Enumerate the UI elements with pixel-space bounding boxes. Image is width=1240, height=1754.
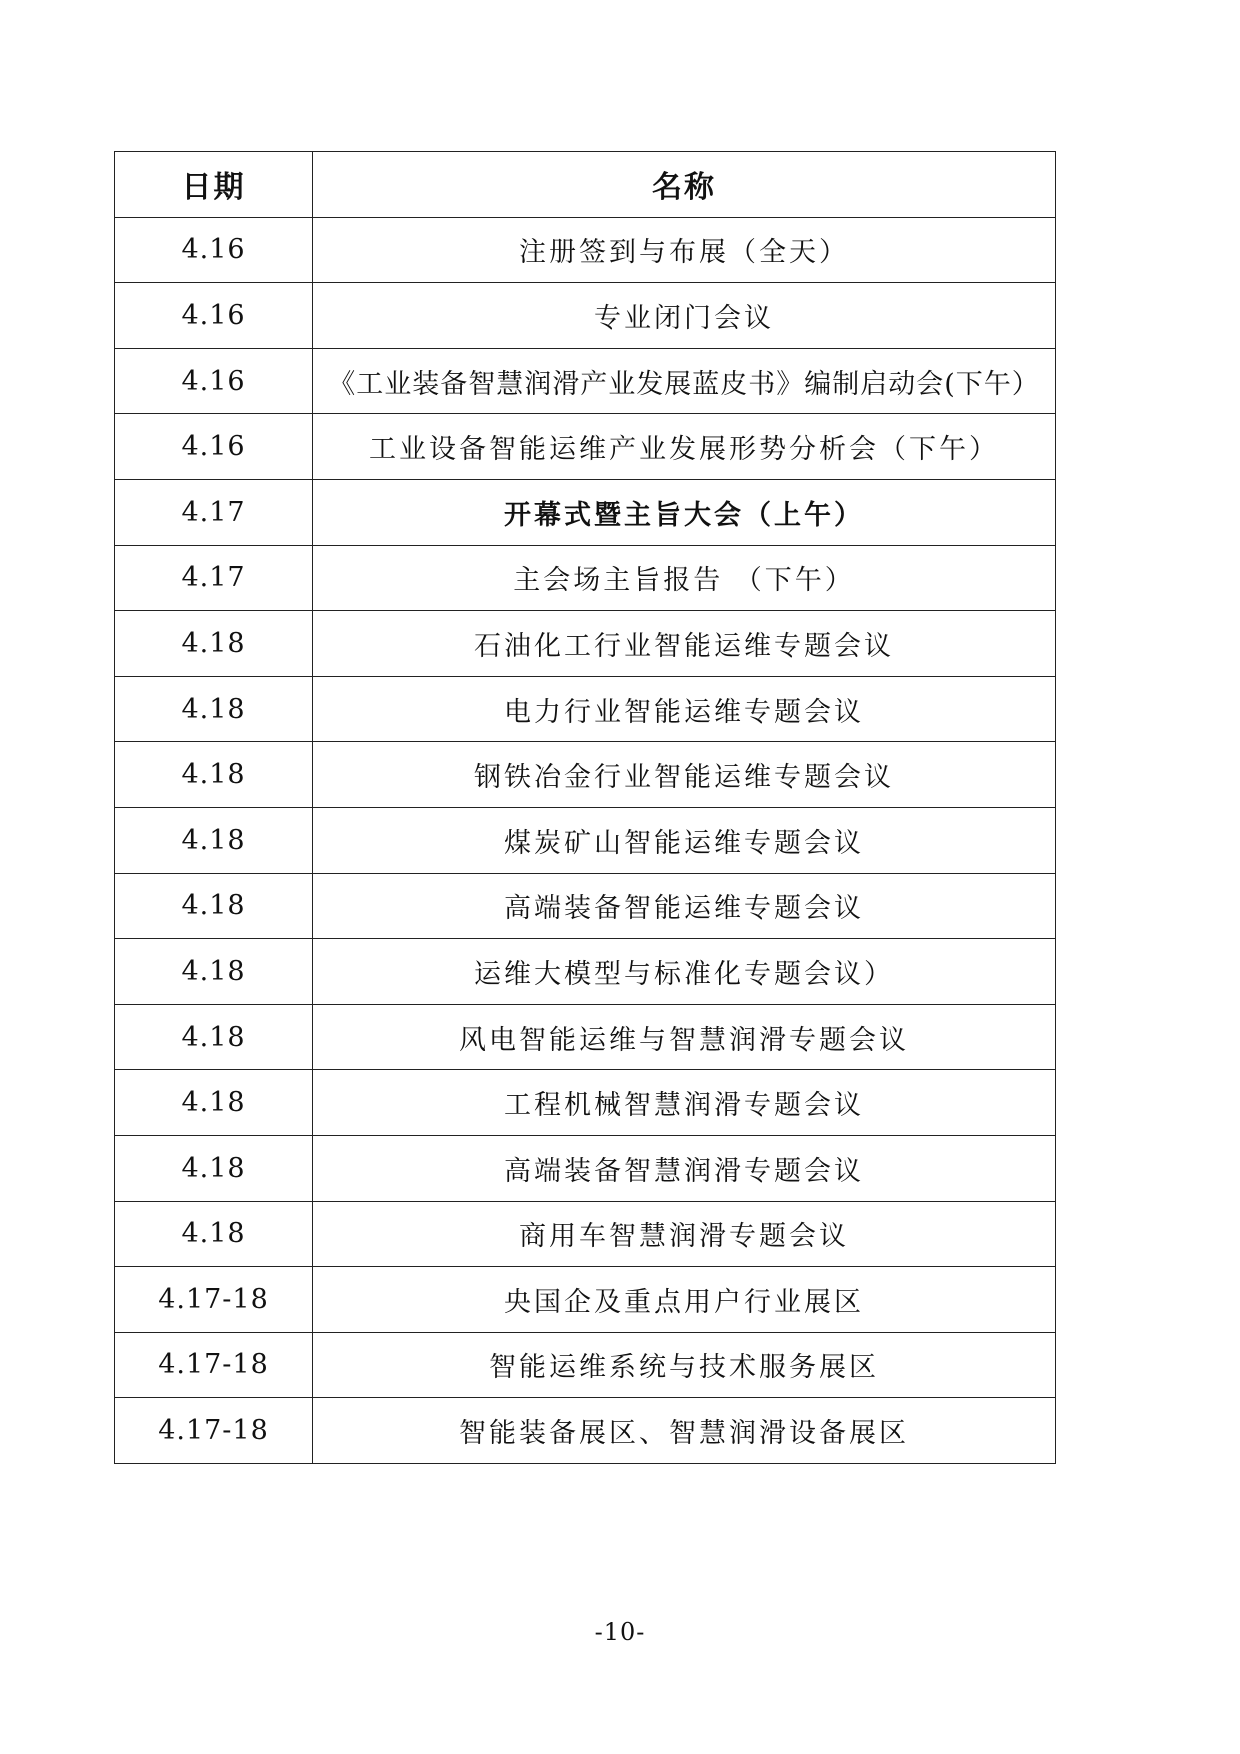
table-row: [115, 939, 1056, 1005]
date-cell: 4.18: [115, 1070, 313, 1136]
date-cell: 4.17-18: [115, 1332, 313, 1398]
date-cell: 4.18: [115, 807, 313, 873]
column-header-name: 名称: [313, 152, 1056, 218]
name-cell: 工程机械智慧润滑专题会议: [313, 1070, 1056, 1136]
schedule-table: [114, 151, 1056, 1464]
date-cell: 4.18: [115, 742, 313, 808]
date-cell: 4.18: [115, 1201, 313, 1267]
table-row: [115, 414, 1056, 480]
name-cell: 注册签到与布展（全天）: [313, 217, 1056, 283]
table-header-row: [115, 152, 1056, 218]
table-row: [115, 1398, 1056, 1464]
name-cell: 电力行业智能运维专题会议: [313, 676, 1056, 742]
name-cell: 高端装备智能运维专题会议: [313, 873, 1056, 939]
table-row: [115, 611, 1056, 677]
table-row: [115, 479, 1056, 545]
date-cell: 4.18: [115, 1135, 313, 1201]
date-cell: 4.18: [115, 676, 313, 742]
table-row: [115, 283, 1056, 349]
date-cell: 4.16: [115, 348, 313, 414]
date-cell: 4.17-18: [115, 1398, 313, 1464]
name-cell: 煤炭矿山智能运维专题会议: [313, 807, 1056, 873]
name-cell: 钢铁冶金行业智能运维专题会议: [313, 742, 1056, 808]
name-cell: 风电智能运维与智慧润滑专题会议: [313, 1004, 1056, 1070]
name-cell: 智能装备展区、智慧润滑设备展区: [313, 1398, 1056, 1464]
table-row: [115, 742, 1056, 808]
date-cell: 4.18: [115, 1004, 313, 1070]
table-row: [115, 1004, 1056, 1070]
name-cell: 石油化工行业智能运维专题会议: [313, 611, 1056, 677]
date-cell: 4.16: [115, 414, 313, 480]
name-cell: 工业设备智能运维产业发展形势分析会（下午）: [313, 414, 1056, 480]
name-cell: 央国企及重点用户行业展区: [313, 1267, 1056, 1333]
name-cell: 开幕式暨主旨大会（上午）: [313, 479, 1056, 545]
date-cell: 4.17: [115, 479, 313, 545]
date-cell: 4.17: [115, 545, 313, 611]
name-cell: 运维大模型与标准化专题会议）: [313, 939, 1056, 1005]
date-cell: 4.17-18: [115, 1267, 313, 1333]
table-row: [115, 1135, 1056, 1201]
column-header-date: 日期: [115, 152, 313, 218]
name-cell: 专业闭门会议: [313, 283, 1056, 349]
table-row: [115, 1070, 1056, 1136]
name-cell: 智能运维系统与技术服务展区: [313, 1332, 1056, 1398]
date-cell: 4.18: [115, 873, 313, 939]
table-body: [115, 217, 1056, 1463]
table-row: [115, 1332, 1056, 1398]
date-cell: 4.18: [115, 939, 313, 1005]
date-cell: 4.18: [115, 611, 313, 677]
table-row: [115, 545, 1056, 611]
name-cell: 《工业装备智慧润滑产业发展蓝皮书》编制启动会(下午）: [313, 348, 1056, 414]
table-row: [115, 217, 1056, 283]
table-row: [115, 807, 1056, 873]
table-row: [115, 1267, 1056, 1333]
date-cell: 4.16: [115, 217, 313, 283]
name-cell: 高端装备智慧润滑专题会议: [313, 1135, 1056, 1201]
name-cell: 主会场主旨报告 （下午）: [313, 545, 1056, 611]
date-cell: 4.16: [115, 283, 313, 349]
page-number: -10-: [594, 1618, 646, 1646]
table-row: [115, 348, 1056, 414]
name-cell: 商用车智慧润滑专题会议: [313, 1201, 1056, 1267]
table-row: [115, 873, 1056, 939]
table-row: [115, 1201, 1056, 1267]
table-row: [115, 676, 1056, 742]
